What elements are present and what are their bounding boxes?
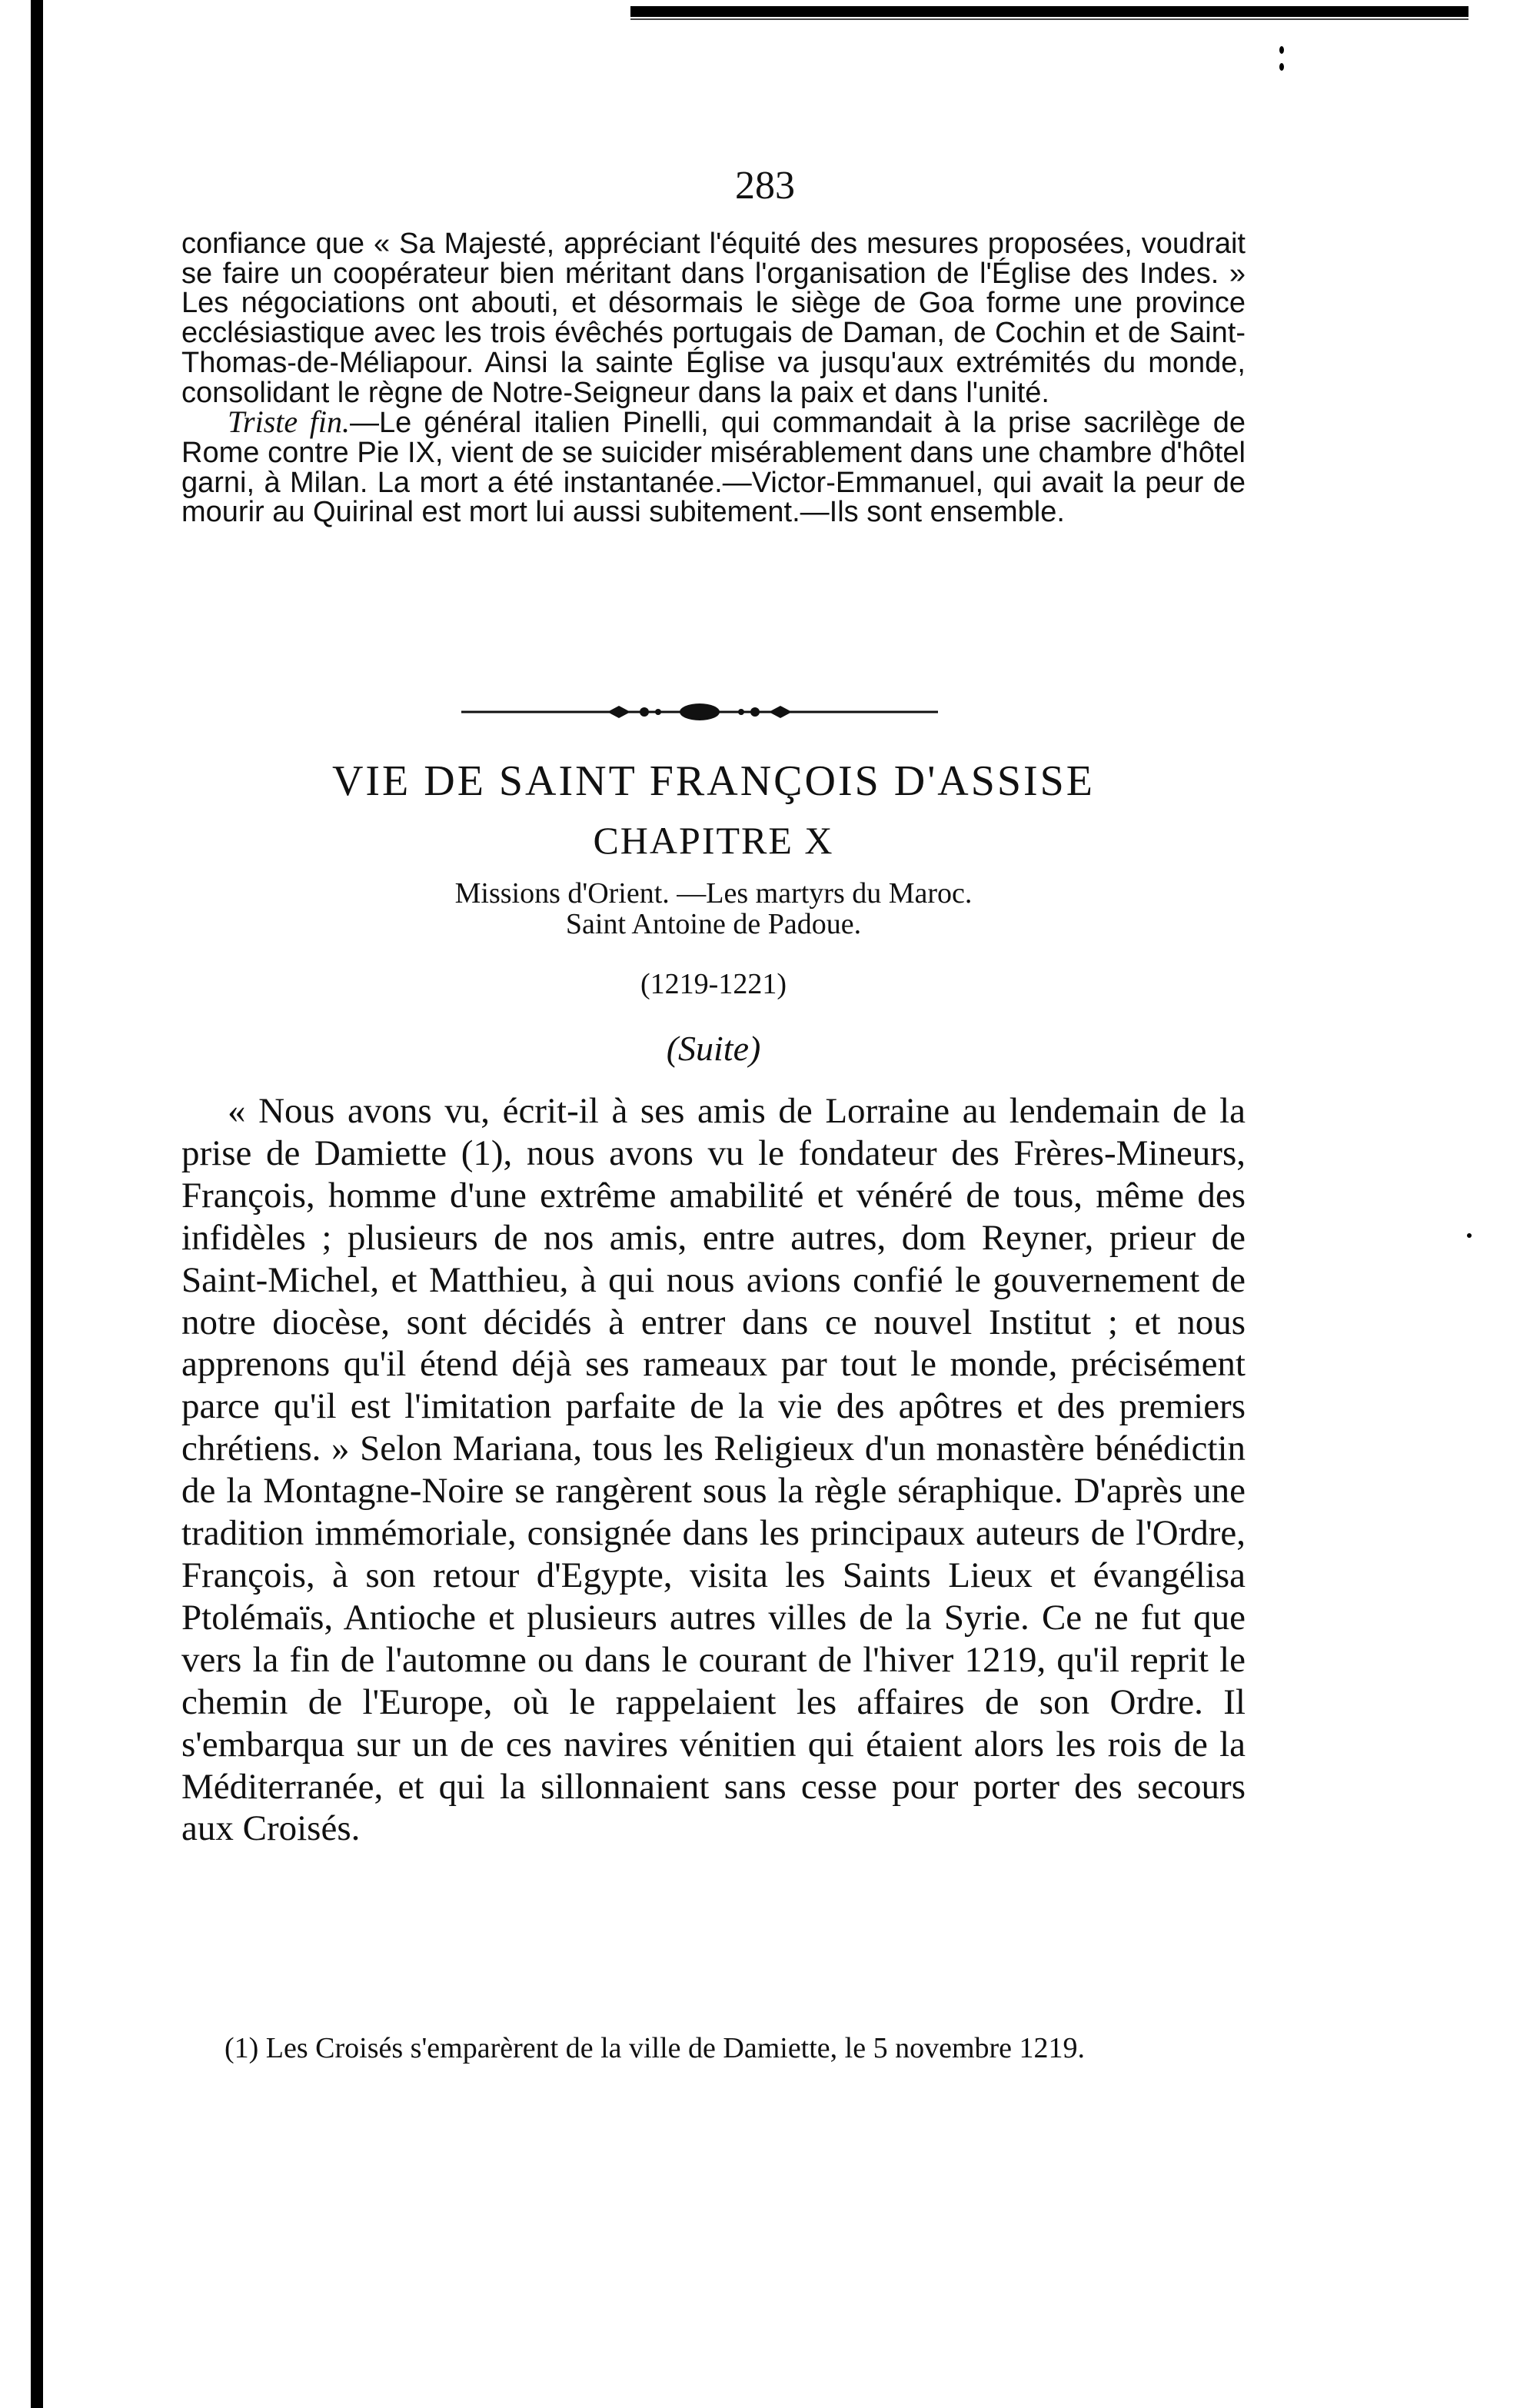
scan-speck xyxy=(1279,46,1284,54)
chapter-subtitle-line: Missions d'Orient. —Les martyrs du Maroc. xyxy=(454,877,973,910)
news-lead: Triste fin. xyxy=(228,404,350,440)
scan-top-rule xyxy=(630,6,1468,17)
page-number: 283 xyxy=(735,164,795,208)
chapter-subtitle-line: Saint Antoine de Padoue. xyxy=(565,908,862,940)
news-paragraph xyxy=(181,404,1246,529)
intro-paragraph: confiance que « Sa Majesté, appréciant l'équité des mesures proposées, voudrait se faire un coopérateur bien méritant dans l'organisation de l'Église des Indes. » Les négociations ont abouti, et désormais le siège de Goa forme une province ecclésiastique avec les trois évêchés portugais de Daman, de Cochin et de Saint-Thomas-de-Méliapour. Ainsi la sainte Église va jusqu'aux extrémités du monde, consolidant le règne de Notre-Seigneur dans la paix et dans l'unité. xyxy=(181,228,1246,409)
news-body: —Le général italien Pinelli, qui commandait à la prise sacrilège de Rome contre Pie IX, vient de se suicider misérablement dans une chambre d'hôtel garni, à Milan. La mort a été instantanée.—Victor-Emmanuel, qui avait la peur de mourir au Quirinal est mort lui aussi subitement.—Ils sont ensemble. xyxy=(181,407,1246,529)
chapter-continuation: (Suite) xyxy=(666,1029,761,1068)
chapter-number: CHAPITRE X xyxy=(593,819,834,862)
chapter-subtitle xyxy=(181,878,1246,940)
scan-top-rule-thin xyxy=(630,18,1468,20)
body-text xyxy=(181,1090,1246,1850)
scan-speck xyxy=(1279,63,1284,71)
scan-margin-bar xyxy=(31,0,43,2408)
footnote-text: (1) Les Croisés s'emparèrent de la ville de Damiette, le 5 novembre 1219. xyxy=(225,2032,1086,2064)
footnote xyxy=(181,2033,1246,2064)
scan-speck xyxy=(1467,1233,1472,1238)
chapter-heading: VIE DE SAINT FRANÇOIS D'ASSISE xyxy=(331,757,1096,805)
intro-text xyxy=(181,229,1246,527)
section-ornament xyxy=(461,698,938,726)
chapter-dates: (1219-1221) xyxy=(640,968,787,1000)
body-paragraph: « Nous avons vu, écrit-il à ses amis de Lorraine au lendemain de la prise de Damiette (1), nous avons vu le fondateur des Frères-Mineurs, François, homme d'une extrême amabilité et vénéré de tous, même des infidèles ; plusieurs de nos amis, entre autres, dom Reyner, prieur de Saint-Michel, et Matthieu, à qui nous avions confié le gouvernement de notre diocèse, sont décidés à entrer dans ce nouvel Institut ; et nous apprenons qu'il étend déjà ses rameaux par tout le monde, précisément parce qu'il est l'imitation parfaite de la vie des apôtres et des premiers chrétiens. » Selon Mariana, tous les Religieux d'un monastère bénédictin de la Montagne-Noire se rangèrent sous la règle séraphique. D'après une tradition immémoriale, consignée dans les principaux auteurs de l'Ordre, François, à son retour d'Egypte, visita les Saints Lieux et évangélisa Ptolémaïs, Antioche et plusieurs autres villes de la Syrie. Ce ne fut que vers la fin de l'automne ou dans le courant de l'hiver 1219, qu'il reprit le chemin de l'Europe, où le rappelaient les affaires de son Ordre. Il s'embarqua sur un de ces navires vénitien qui étaient alors les rois de la Méditerranée, et qui la sillonnaient sans cesse pour porter des secours aux Croisés. xyxy=(181,1091,1246,1849)
